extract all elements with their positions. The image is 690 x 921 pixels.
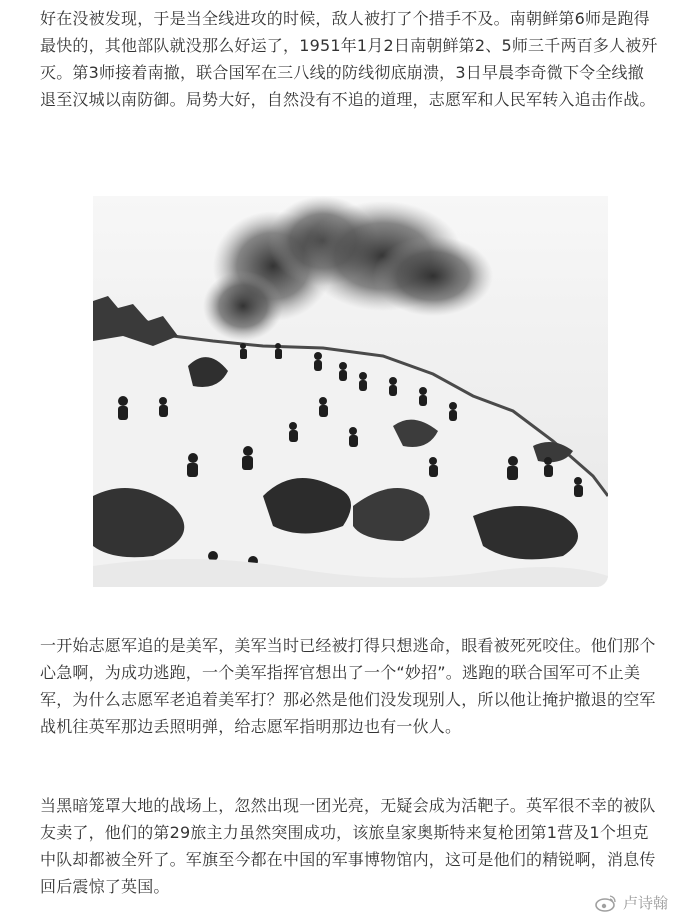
snowy-hill-battle-image [93,196,608,587]
article-paragraph-3: 当黑暗笼罩大地的战场上，忽然出现一团光亮，无疑会成为活靶子。英军很不幸的被队友卖了，他们的第29旅主力虽然突围成功，该旅皇家奥斯特来复枪团第1营及1个坦克中队却都被全歼了。军旗至今都在中国的军事博物馆内，这可是他们的精锐啊，消息传回后震惊了英国。 [40,796,656,896]
article-paragraph-2: 一开始志愿军追的是美军，美军当时已经被打得只想逃命，眼看被死死咬住。他们那个心急啊，为成功逃跑，一个美军指挥官想出了一个“妙招”。逃跑的联合国军可不止美军，为什么志愿军老追着美军打？那必然是他们没发现别人，所以他让掩护撤退的空军战机往英军那边丢照明弹，给志愿军指明那边也有一伙人。 [40,636,656,736]
watermark-text: 卢诗翰 [622,894,668,912]
weibo-logo-icon [595,894,617,912]
author-watermark [595,892,668,913]
article-paragraph-1: 好在没被发现，于是当全线进攻的时候，敌人被打了个措手不及。南朝鲜第6师是跑得最快的，其他部队就没那么好运了，1951年1月2日南朝鲜第2、5师三千两百多人被歼灭。第3师接着南撤，联合国军在三八线的防线彻底崩溃，3日早晨李奇微下令全线撤退至汉城以南防御。局势大好，自然没有不追的道理，志愿军和人民军转入追击作战。 [40,9,658,109]
battlefield-photo [93,196,608,587]
